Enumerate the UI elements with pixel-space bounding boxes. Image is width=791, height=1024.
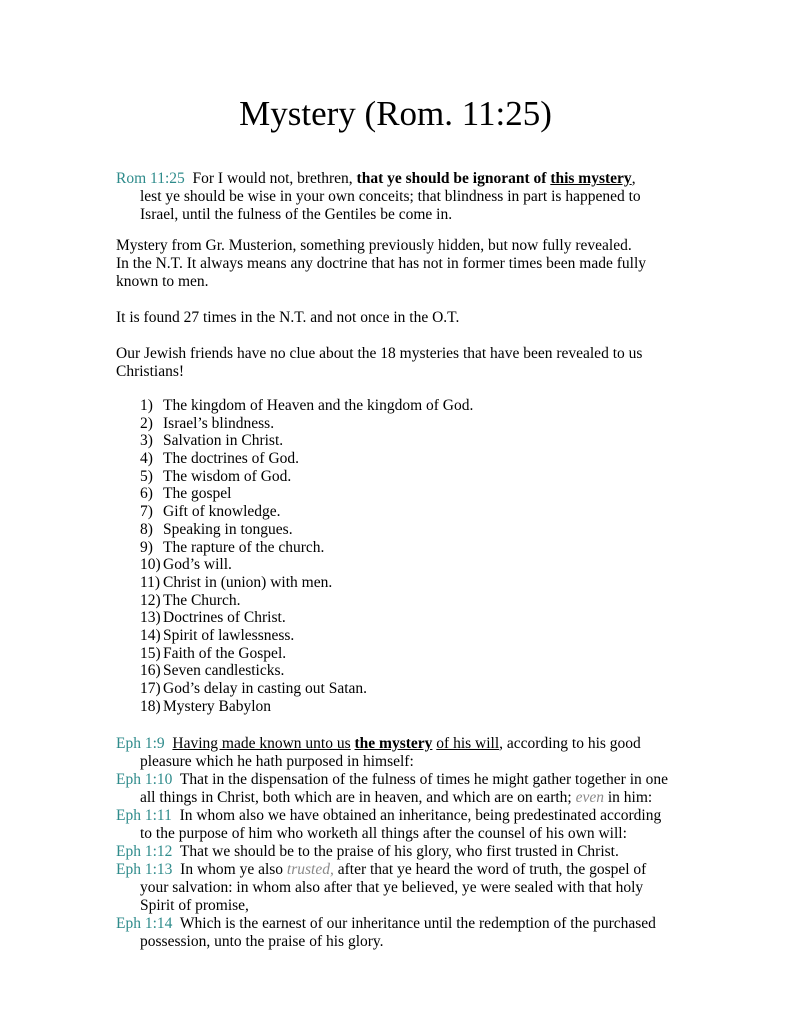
list-item-text: Speaking in tongues. xyxy=(163,520,293,538)
verse-ref: Eph 1:14 xyxy=(116,915,173,932)
list-item xyxy=(140,609,473,627)
ephesians-passage xyxy=(116,735,686,951)
list-item-text: Gift of knowledge. xyxy=(163,503,281,521)
verse-text: Which is the earnest of our inheritance until the redemption of the purchased xyxy=(179,915,656,932)
list-item xyxy=(140,521,473,539)
verse-text: , according to his good xyxy=(499,735,641,752)
list-item xyxy=(140,556,473,574)
eph-verse xyxy=(116,915,686,951)
list-item-number: 9) xyxy=(140,538,153,556)
list-item-number: 14) xyxy=(140,626,161,644)
verse-text: all things in Christ, both which are in heaven, and which are on earth; xyxy=(140,789,572,806)
verse-text: In whom also we have obtained an inheritance, being predestinated according xyxy=(179,807,662,824)
list-item-number: 6) xyxy=(140,485,153,503)
list-item-number: 4) xyxy=(140,450,153,468)
paragraph-line: In the N.T. It always means any doctrine that has not in former times been made fully xyxy=(116,255,646,272)
verse-ref: Eph 1:11 xyxy=(116,807,172,824)
list-item xyxy=(140,539,473,557)
list-item-number: 8) xyxy=(140,520,153,538)
list-item xyxy=(140,680,473,698)
verse-text: lest ye should be wise in your own conceits; that blindness in part is happened to xyxy=(140,188,641,205)
verse-bold-text: that ye should be ignorant of xyxy=(356,170,547,187)
verse-text: That we should be to the praise of his glory, who first trusted in Christ. xyxy=(179,843,619,860)
verse-text: to the purpose of him who worketh all things after the counsel of his own will: xyxy=(140,825,627,842)
list-item-text: Christ in (union) with men. xyxy=(163,573,333,591)
list-item-text: The wisdom of God. xyxy=(163,467,292,485)
verse-ref: Eph 1:10 xyxy=(116,771,173,788)
mysteries-list xyxy=(140,397,473,715)
verse-text: your salvation: in whom also after that ye believed, ye were sealed with that holy xyxy=(140,879,644,896)
list-item-number: 1) xyxy=(140,397,153,414)
list-item xyxy=(140,503,473,521)
list-item-text: The kingdom of Heaven and the kingdom of God. xyxy=(163,397,474,414)
list-item xyxy=(140,432,473,450)
verse-text: possession, unto the praise of his glory. xyxy=(140,933,384,950)
list-item-number: 5) xyxy=(140,467,153,485)
verse-ref: Eph 1:9 xyxy=(116,735,165,752)
verse-text: For I would not, brethren, xyxy=(192,170,353,187)
verse-text: Israel, until the fulness of the Gentiles be come in. xyxy=(140,206,453,223)
list-item xyxy=(140,662,473,680)
list-item xyxy=(140,592,473,610)
verse-ref: Rom 11:25 xyxy=(116,170,185,187)
list-item-number: 3) xyxy=(140,432,153,450)
list-item-text: Mystery Babylon xyxy=(163,697,272,715)
list-item xyxy=(140,397,473,415)
list-item xyxy=(140,645,473,663)
list-item-text: God’s will. xyxy=(163,556,232,574)
list-item xyxy=(140,574,473,592)
list-item-text: The Church. xyxy=(163,591,241,609)
paragraph-line: Mystery from Gr. Musterion, something previously hidden, but now fully revealed. xyxy=(116,237,632,254)
rom-verse xyxy=(116,170,700,224)
list-item-number: 11) xyxy=(140,573,161,591)
verse-punct: , xyxy=(631,170,636,187)
verse-italic-text: even xyxy=(575,789,604,806)
list-item xyxy=(140,698,473,716)
list-item-text: Salvation in Christ. xyxy=(163,432,284,450)
verse-italic-text: trusted, xyxy=(286,861,334,878)
eph-verse xyxy=(116,807,686,843)
list-item-text: Israel’s blindness. xyxy=(163,414,275,432)
verse-text: after that ye heard the word of truth, the gospel of xyxy=(337,861,647,878)
list-item-text: Doctrines of Christ. xyxy=(163,609,286,627)
list-item xyxy=(140,415,473,433)
verse-text: pleasure which he hath purposed in himself: xyxy=(140,753,414,770)
eph-verse xyxy=(116,771,686,807)
list-item-text: Spirit of lawlessness. xyxy=(163,626,295,644)
paragraph-line: Our Jewish friends have no clue about the 18 mysteries that have been revealed to us xyxy=(116,345,643,362)
verse-bold-underlined-text: this mystery xyxy=(550,170,632,187)
verse-ref: Eph 1:13 xyxy=(116,861,173,878)
list-item-text: God’s delay in casting out Satan. xyxy=(163,680,368,697)
list-item-text: The gospel xyxy=(163,485,232,503)
verse-ref: Eph 1:12 xyxy=(116,843,173,860)
list-item-number: 13) xyxy=(140,609,161,627)
list-item-number: 2) xyxy=(140,414,153,432)
list-item-number: 17) xyxy=(140,680,161,697)
eph-verse xyxy=(116,843,686,861)
verse-text: That in the dispensation of the fulness of times he might gather together in one xyxy=(179,771,669,788)
verse-text: Spirit of promise, xyxy=(140,897,249,914)
list-item-number: 16) xyxy=(140,662,161,680)
verse-text: in him: xyxy=(607,789,653,806)
verse-underlined-text: of his will xyxy=(436,735,500,752)
eph-verse xyxy=(116,735,686,771)
list-item xyxy=(140,450,473,468)
list-item xyxy=(140,485,473,503)
list-item-text: The doctrines of God. xyxy=(163,450,300,468)
paragraph-line: known to men. xyxy=(116,273,209,290)
intro-paragraph xyxy=(116,345,676,381)
list-item-number: 15) xyxy=(140,644,161,662)
verse-text: In whom ye also xyxy=(180,861,284,878)
definition-paragraph xyxy=(116,237,676,291)
eph-verse xyxy=(116,861,686,915)
list-item xyxy=(140,627,473,645)
list-item xyxy=(140,468,473,486)
list-item-number: 7) xyxy=(140,503,153,521)
paragraph-line: Christians! xyxy=(116,363,185,380)
list-item-number: 10) xyxy=(140,556,161,574)
list-item-text: Faith of the Gospel. xyxy=(163,644,287,662)
page-title: Mystery (Rom. 11:25) xyxy=(239,94,552,133)
list-item-text: Seven candlesticks. xyxy=(163,662,285,680)
list-item-number: 18) xyxy=(140,697,161,715)
list-item-number: 12) xyxy=(140,591,161,609)
verse-bold-underlined-text: the mystery xyxy=(354,735,433,752)
count-paragraph: It is found 27 times in the N.T. and not once in the O.T. xyxy=(116,309,460,326)
list-item-text: The rapture of the church. xyxy=(163,538,325,556)
verse-underlined-text: Having made known unto us xyxy=(172,735,351,752)
